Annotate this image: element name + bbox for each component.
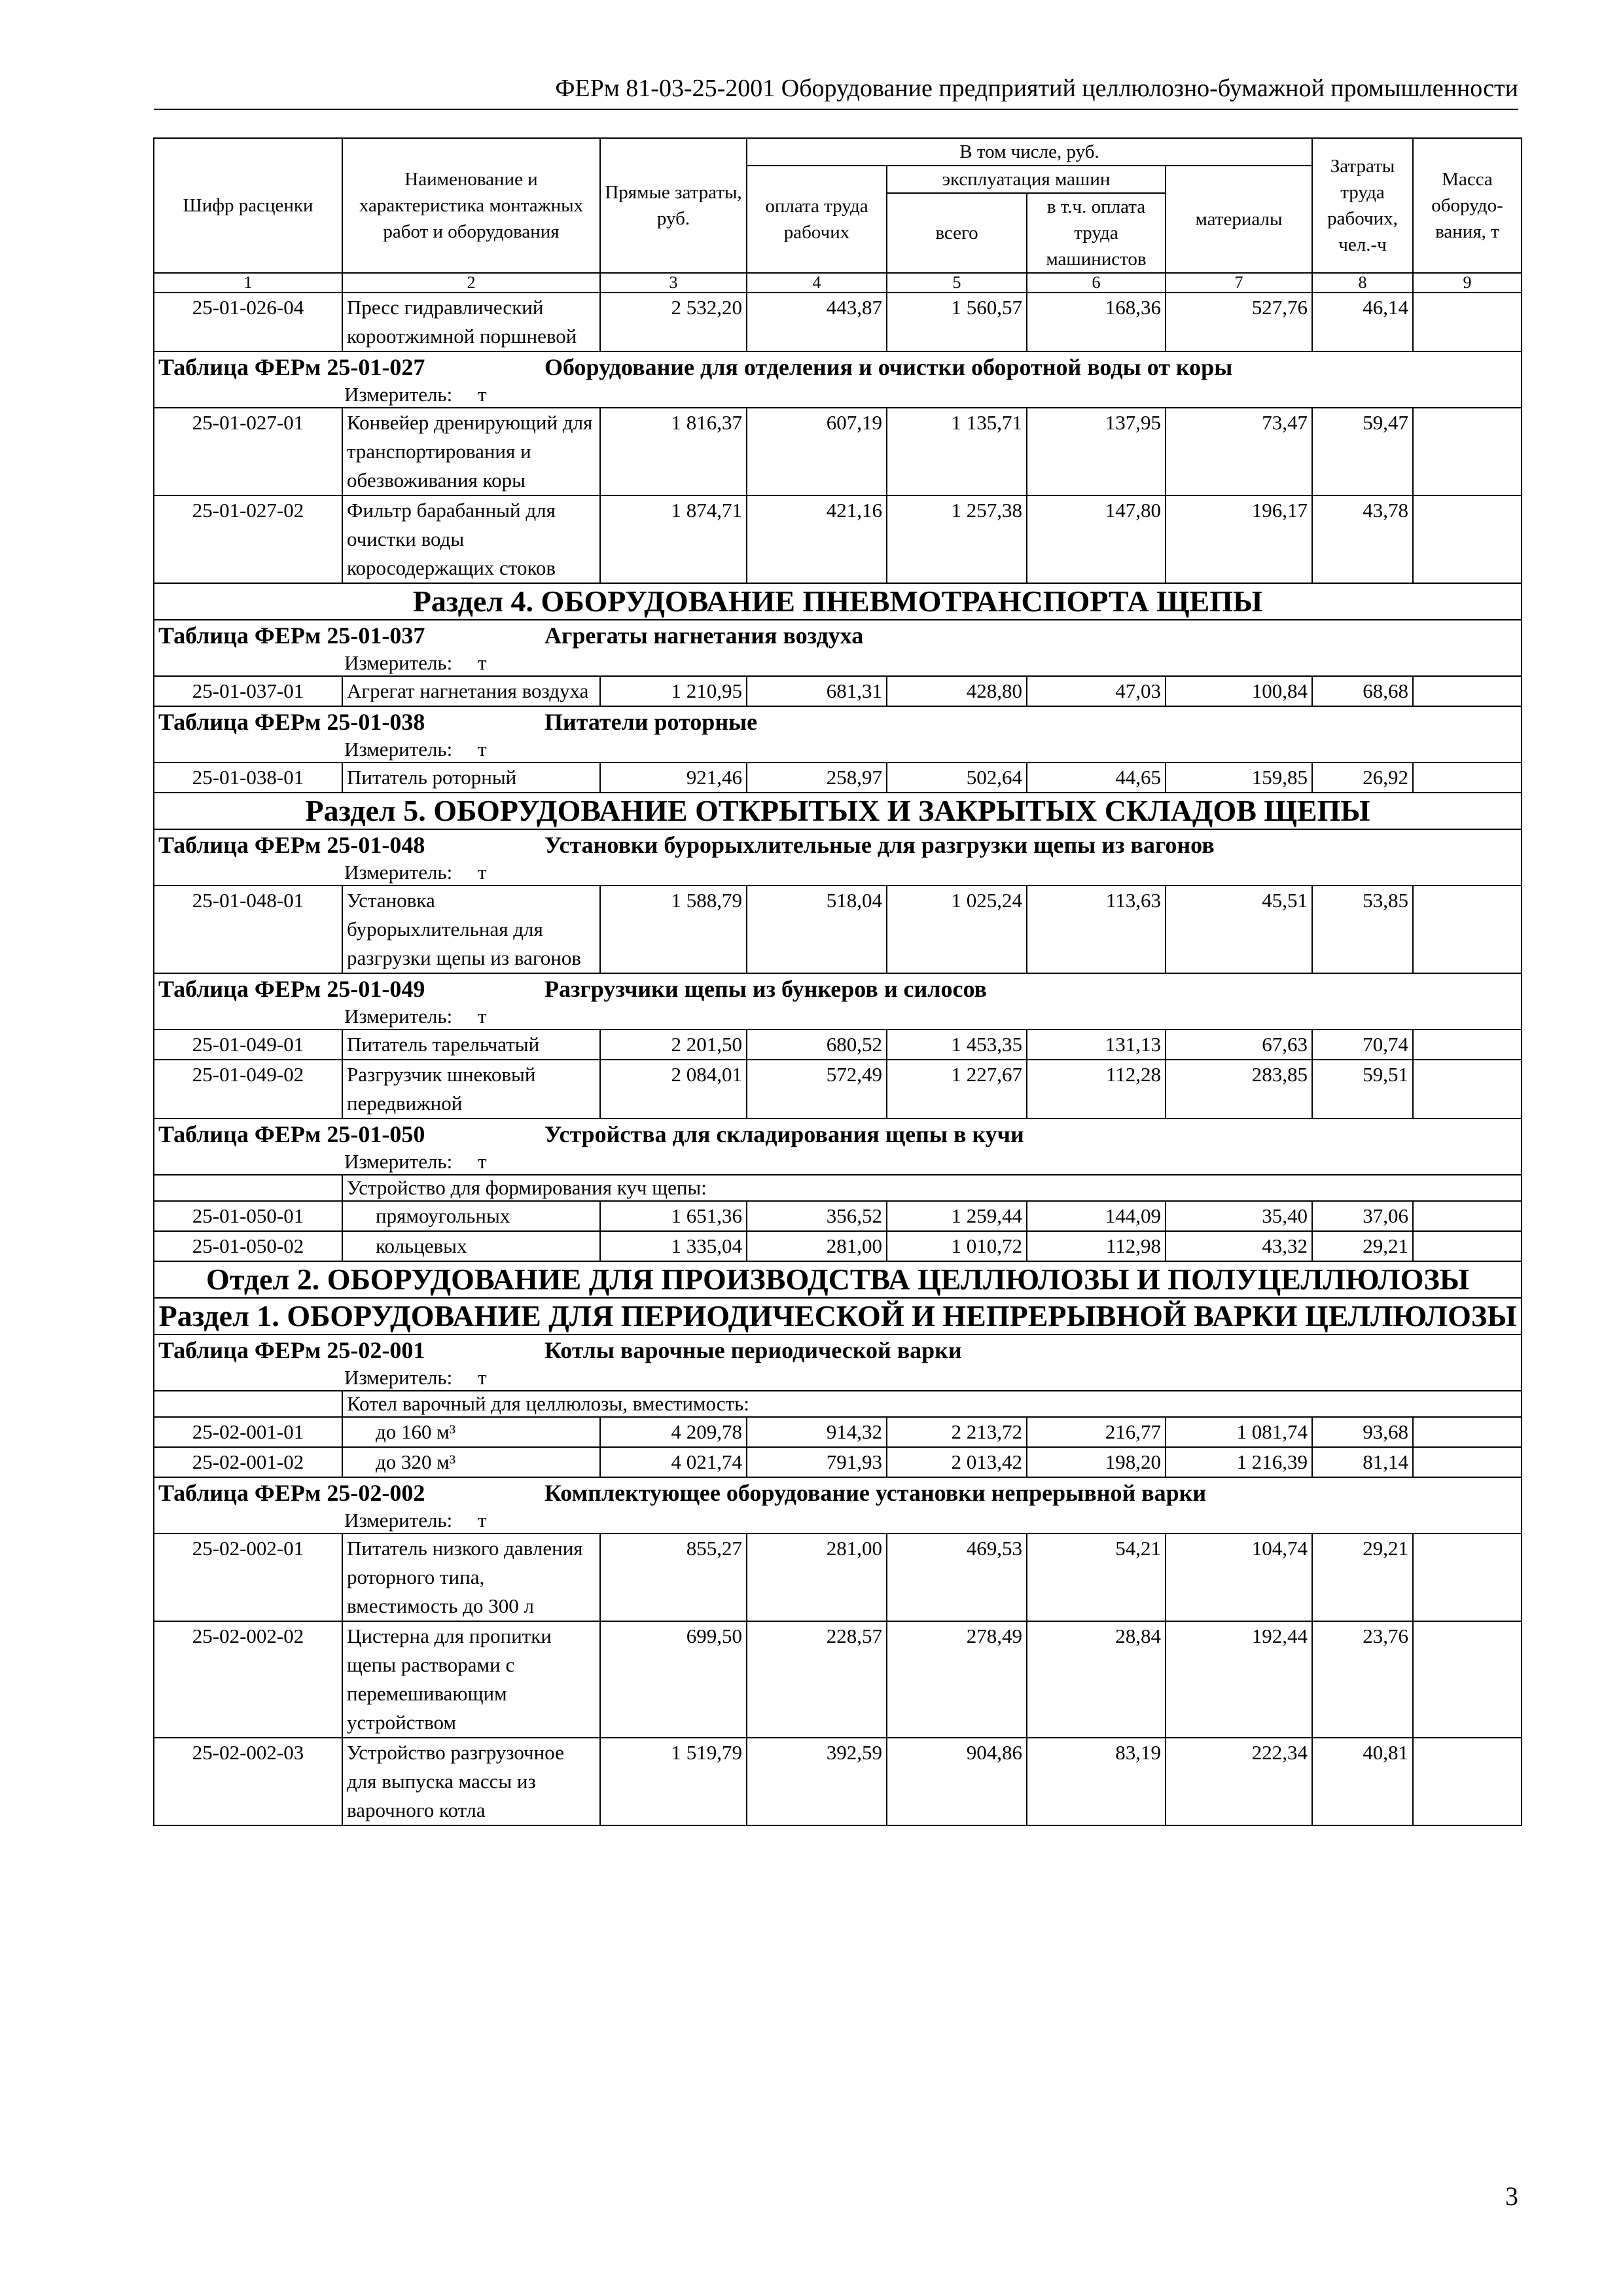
table-title-row [154,829,1522,860]
value-cell: 137,95 [1027,408,1166,495]
table-row [154,1534,1522,1621]
value-cell: 35,40 [1166,1201,1312,1231]
table-title [154,1119,1522,1149]
table-title [154,973,1522,1004]
col-wage-header: оплата труда рабочих [747,166,887,273]
value-cell: 1 081,74 [1166,1417,1312,1447]
value-cell: 45,51 [1166,886,1312,973]
value-cell: 1 210,95 [600,676,747,706]
value-cell: 192,44 [1166,1621,1312,1738]
rate-code: 25-01-038-01 [154,762,342,793]
value-cell: 216,77 [1027,1417,1166,1447]
group-row [154,1391,1522,1417]
measure-row [154,860,1522,886]
group-heading: Устройство для формирования куч щепы: [342,1175,1522,1201]
col-total-header: всего [887,193,1027,273]
table-number: Таблица ФЕРм 25-01-048 [158,832,425,858]
table-body [154,293,1522,1825]
value-cell: 356,52 [747,1201,887,1231]
measure-label: Измеритель: [344,1509,453,1532]
value-cell: 43,78 [1312,495,1413,583]
section-row [154,1298,1522,1335]
measure-row [154,1365,1522,1391]
value-cell: 1 651,36 [600,1201,747,1231]
value-cell [1413,886,1522,973]
col-number: 6 [1027,273,1166,293]
table-row [154,1621,1522,1738]
value-cell: 112,28 [1027,1060,1166,1119]
value-cell: 168,36 [1027,293,1166,351]
table-name: Питатели роторные [544,709,758,735]
value-cell: 222,34 [1166,1738,1312,1825]
table-row [154,1030,1522,1060]
work-name: прямоугольных [342,1201,600,1231]
measure-cell [154,1004,1522,1030]
value-cell: 59,51 [1312,1060,1413,1119]
rate-code: 25-01-048-01 [154,886,342,973]
table-row [154,676,1522,706]
rate-code: 25-02-002-01 [154,1534,342,1621]
value-cell: 46,14 [1312,293,1413,351]
section-row [154,1261,1522,1298]
value-cell: 198,20 [1027,1447,1166,1477]
value-cell: 29,21 [1312,1534,1413,1621]
table-number: Таблица ФЕРм 25-01-027 [158,354,425,380]
table-title [154,1335,1522,1365]
table-row [154,886,1522,973]
col-number: 4 [747,273,887,293]
table-title-row [154,706,1522,737]
value-cell: 258,97 [747,762,887,793]
measure-label: Измеритель: [344,383,453,406]
work-name: Питатель тарельчатый [342,1030,600,1060]
table-number: Таблица ФЕРм 25-01-050 [158,1121,425,1147]
col-number: 7 [1166,273,1312,293]
section-heading: Раздел 1. ОБОРУДОВАНИЕ ДЛЯ ПЕРИОДИЧЕСКОЙ И НЕПРЕРЫВНОЙ ВАРКИ ЦЕЛЛЮЛОЗЫ [154,1298,1522,1335]
table-title [154,829,1522,860]
measure-label: Измеритель: [344,651,453,674]
measure-unit: т [477,1366,487,1389]
measure-row [154,737,1522,762]
value-cell: 73,47 [1166,408,1312,495]
work-name: Установка бурорыхлительная для разгрузки щепы из вагонов [342,886,600,973]
value-cell: 4 021,74 [600,1447,747,1477]
work-name: Цистерна для пропитки щепы растворами с перемешивающим устройством [342,1621,600,1738]
table-name: Агрегаты нагнетания воздуха [544,622,864,649]
table-name: Устройства для складирования щепы в кучи [544,1121,1024,1147]
group-row [154,1175,1522,1201]
measure-label: Измеритель: [344,1005,453,1028]
table-title-row [154,1477,1522,1508]
value-cell: 40,81 [1312,1738,1413,1825]
value-cell: 914,32 [747,1417,887,1447]
value-cell: 281,00 [747,1231,887,1261]
col-number: 5 [887,273,1027,293]
value-cell: 147,80 [1027,495,1166,583]
table-title [154,1477,1522,1508]
measure-cell [154,737,1522,762]
code-blank [154,1175,342,1201]
value-cell: 2 213,72 [887,1417,1027,1447]
value-cell [1413,1030,1522,1060]
table-title [154,620,1522,651]
measure-cell [154,1365,1522,1391]
col-number: 1 [154,273,342,293]
value-cell: 68,68 [1312,676,1413,706]
table-row [154,1417,1522,1447]
table-name: Оборудование для отделения и очистки оборотной воды от коры [544,354,1233,380]
value-cell: 37,06 [1312,1201,1413,1231]
table-row [154,1060,1522,1119]
value-cell [1413,1231,1522,1261]
value-cell: 2 201,50 [600,1030,747,1060]
measure-unit: т [477,1509,487,1532]
measure-row [154,1149,1522,1175]
value-cell [1413,1417,1522,1447]
value-cell [1413,762,1522,793]
measure-row [154,651,1522,676]
measure-cell [154,860,1522,886]
table-row [154,1738,1522,1825]
value-cell: 681,31 [747,676,887,706]
work-name: Фильтр барабанный для очистки воды коросодержащих стоков [342,495,600,583]
value-cell [1413,1060,1522,1119]
value-cell: 228,57 [747,1621,887,1738]
work-name: Устройство разгрузочное для выпуска массы из варочного котла [342,1738,600,1825]
work-name: до 320 м³ [342,1447,600,1477]
value-cell: 855,27 [600,1534,747,1621]
value-cell: 1 259,44 [887,1201,1027,1231]
value-cell [1413,1201,1522,1231]
rate-code: 25-01-027-01 [154,408,342,495]
rate-code: 25-02-001-02 [154,1447,342,1477]
table-row [154,1447,1522,1477]
value-cell: 104,74 [1166,1534,1312,1621]
table-row [154,408,1522,495]
value-cell: 29,21 [1312,1231,1413,1261]
work-name: кольцевых [342,1231,600,1261]
value-cell: 1 560,57 [887,293,1027,351]
page-number: 3 [1505,2181,1518,2211]
price-table [153,137,1522,1826]
value-cell: 93,68 [1312,1417,1413,1447]
col-number: 3 [600,273,747,293]
value-cell: 904,86 [887,1738,1027,1825]
col-code-header: Шифр расценки [154,138,342,273]
value-cell: 131,13 [1027,1030,1166,1060]
measure-cell [154,651,1522,676]
value-cell: 54,21 [1027,1534,1166,1621]
rate-code: 25-01-049-02 [154,1060,342,1119]
col-number: 8 [1312,273,1413,293]
table-row [154,495,1522,583]
value-cell: 278,49 [887,1621,1027,1738]
table-number: Таблица ФЕРм 25-02-002 [158,1480,425,1506]
value-cell: 502,64 [887,762,1027,793]
value-cell: 81,14 [1312,1447,1413,1477]
value-cell: 4 209,78 [600,1417,747,1447]
work-name: Разгрузчик шнековый передвижной [342,1060,600,1119]
col-incl-header: В том числе, руб. [747,138,1312,166]
value-cell: 23,76 [1312,1621,1413,1738]
value-cell: 83,19 [1027,1738,1166,1825]
work-name: до 160 м³ [342,1417,600,1447]
value-cell: 1 453,35 [887,1030,1027,1060]
value-cell: 1 216,39 [1166,1447,1312,1477]
running-header: ФЕРм 81-03-25-2001 Оборудование предприятий целлюлозно-бумажной промышленности [154,72,1518,110]
measure-label: Измеритель: [344,1366,453,1389]
measure-row [154,382,1522,408]
rate-code: 25-02-002-03 [154,1738,342,1825]
value-cell [1413,676,1522,706]
section-row [154,793,1522,829]
value-cell: 112,98 [1027,1231,1166,1261]
value-cell: 1 588,79 [600,886,747,973]
table-number: Таблица ФЕРм 25-01-037 [158,622,425,649]
section-heading: Раздел 4. ОБОРУДОВАНИЕ ПНЕВМОТРАНСПОРТА ЩЕПЫ [154,583,1522,620]
table-title-row [154,351,1522,382]
value-cell: 1 227,67 [887,1060,1027,1119]
col-direct-header: Прямые затраты, руб. [600,138,747,273]
section-heading: Раздел 5. ОБОРУДОВАНИЕ ОТКРЫТЫХ И ЗАКРЫТЫХ СКЛАДОВ ЩЕПЫ [154,793,1522,829]
table-row [154,762,1522,793]
value-cell [1413,293,1522,351]
value-cell: 196,17 [1166,495,1312,583]
measure-label: Измеритель: [344,738,453,761]
rate-code: 25-01-037-01 [154,676,342,706]
table-number: Таблица ФЕРм 25-01-049 [158,976,425,1002]
value-cell: 28,84 [1027,1621,1166,1738]
value-cell: 47,03 [1027,676,1166,706]
measure-cell [154,1149,1522,1175]
col-machines-header: эксплуатация машин [887,166,1166,193]
value-cell: 607,19 [747,408,887,495]
table-title-row [154,973,1522,1004]
work-name: Питатель низкого давления роторного типа, вместимость до 300 л [342,1534,600,1621]
table-header [154,138,1522,293]
value-cell: 443,87 [747,293,887,351]
value-cell: 921,46 [600,762,747,793]
table-title [154,706,1522,737]
table-number: Таблица ФЕРм 25-01-038 [158,709,425,735]
value-cell [1413,1534,1522,1621]
value-cell: 527,76 [1166,293,1312,351]
measure-label: Измеритель: [344,861,453,884]
value-cell: 428,80 [887,676,1027,706]
table-name: Разгрузчики щепы из бункеров и силосов [544,976,988,1002]
col-name-header: Наименование и характеристика монтажных работ и оборудования [342,138,600,273]
value-cell: 1 010,72 [887,1231,1027,1261]
code-blank [154,1391,342,1417]
value-cell: 1 025,24 [887,886,1027,973]
value-cell: 159,85 [1166,762,1312,793]
work-name: Пресс гидравлический короотжимной поршневой [342,293,600,351]
rate-code: 25-01-050-01 [154,1201,342,1231]
table-row [154,1231,1522,1261]
value-cell: 518,04 [747,886,887,973]
value-cell: 100,84 [1166,676,1312,706]
col-number: 2 [342,273,600,293]
value-cell: 59,47 [1312,408,1413,495]
value-cell: 53,85 [1312,886,1413,973]
value-cell: 2 532,20 [600,293,747,351]
value-cell: 43,32 [1166,1231,1312,1261]
value-cell: 281,00 [747,1534,887,1621]
value-cell [1413,1738,1522,1825]
value-cell: 1 335,04 [600,1231,747,1261]
table-title-row [154,1335,1522,1365]
group-heading: Котел варочный для целлюлозы, вместимость: [342,1391,1522,1417]
measure-cell [154,382,1522,408]
value-cell [1413,1621,1522,1738]
value-cell: 26,92 [1312,762,1413,793]
value-cell: 791,93 [747,1447,887,1477]
col-number: 9 [1413,273,1522,293]
col-labor-header: Затраты труда рабочих, чел.-ч [1312,138,1413,273]
table-title [154,351,1522,382]
measure-unit: т [477,1150,487,1173]
measure-unit: т [477,1005,487,1028]
table-title-row [154,1119,1522,1149]
rate-code: 25-02-001-01 [154,1417,342,1447]
value-cell: 421,16 [747,495,887,583]
value-cell [1413,1447,1522,1477]
measure-row [154,1508,1522,1534]
value-cell: 680,52 [747,1030,887,1060]
measure-unit: т [477,861,487,884]
value-cell: 44,65 [1027,762,1166,793]
work-name: Питатель роторный [342,762,600,793]
value-cell [1413,495,1522,583]
col-incl-wage-header: в т.ч. оплата труда машинистов [1027,193,1166,273]
section-heading: Отдел 2. ОБОРУДОВАНИЕ ДЛЯ ПРОИЗВОДСТВА ЦЕЛЛЮЛОЗЫ И ПОЛУЦЕЛЛЮЛОЗЫ [154,1261,1522,1298]
table-row [154,1201,1522,1231]
measure-row [154,1004,1522,1030]
value-cell: 392,59 [747,1738,887,1825]
measure-unit: т [477,738,487,761]
value-cell: 1 519,79 [600,1738,747,1825]
value-cell: 469,53 [887,1534,1027,1621]
value-cell: 1 135,71 [887,408,1027,495]
table-number: Таблица ФЕРм 25-02-001 [158,1337,425,1363]
table-name: Комплектующее оборудование установки непрерывной варки [544,1480,1207,1506]
measure-cell [154,1508,1522,1534]
table-name: Котлы варочные периодической варки [544,1337,962,1363]
rate-code: 25-01-050-02 [154,1231,342,1261]
table-title-row [154,620,1522,651]
measure-unit: т [477,651,487,674]
value-cell: 1 874,71 [600,495,747,583]
work-name: Агрегат нагнетания воздуха [342,676,600,706]
rate-code: 25-01-049-01 [154,1030,342,1060]
rate-code: 25-01-027-02 [154,495,342,583]
table-row [154,293,1522,351]
value-cell: 283,85 [1166,1060,1312,1119]
col-materials-header: материалы [1166,166,1312,273]
section-row [154,583,1522,620]
value-cell [1413,408,1522,495]
value-cell: 1 816,37 [600,408,747,495]
measure-unit: т [477,383,487,406]
col-mass-header: Масса оборудо-вания, т [1413,138,1522,273]
value-cell: 144,09 [1027,1201,1166,1231]
rate-code: 25-01-026-04 [154,293,342,351]
value-cell: 699,50 [600,1621,747,1738]
value-cell: 572,49 [747,1060,887,1119]
value-cell: 1 257,38 [887,495,1027,583]
rate-code: 25-02-002-02 [154,1621,342,1738]
value-cell: 2 084,01 [600,1060,747,1119]
value-cell: 70,74 [1312,1030,1413,1060]
table-name: Установки бурорыхлительные для разгрузки щепы из вагонов [544,832,1215,858]
work-name: Конвейер дренирующий для транспортирования и обезвоживания коры [342,408,600,495]
measure-label: Измеритель: [344,1150,453,1173]
value-cell: 113,63 [1027,886,1166,973]
value-cell: 67,63 [1166,1030,1312,1060]
value-cell: 2 013,42 [887,1447,1027,1477]
